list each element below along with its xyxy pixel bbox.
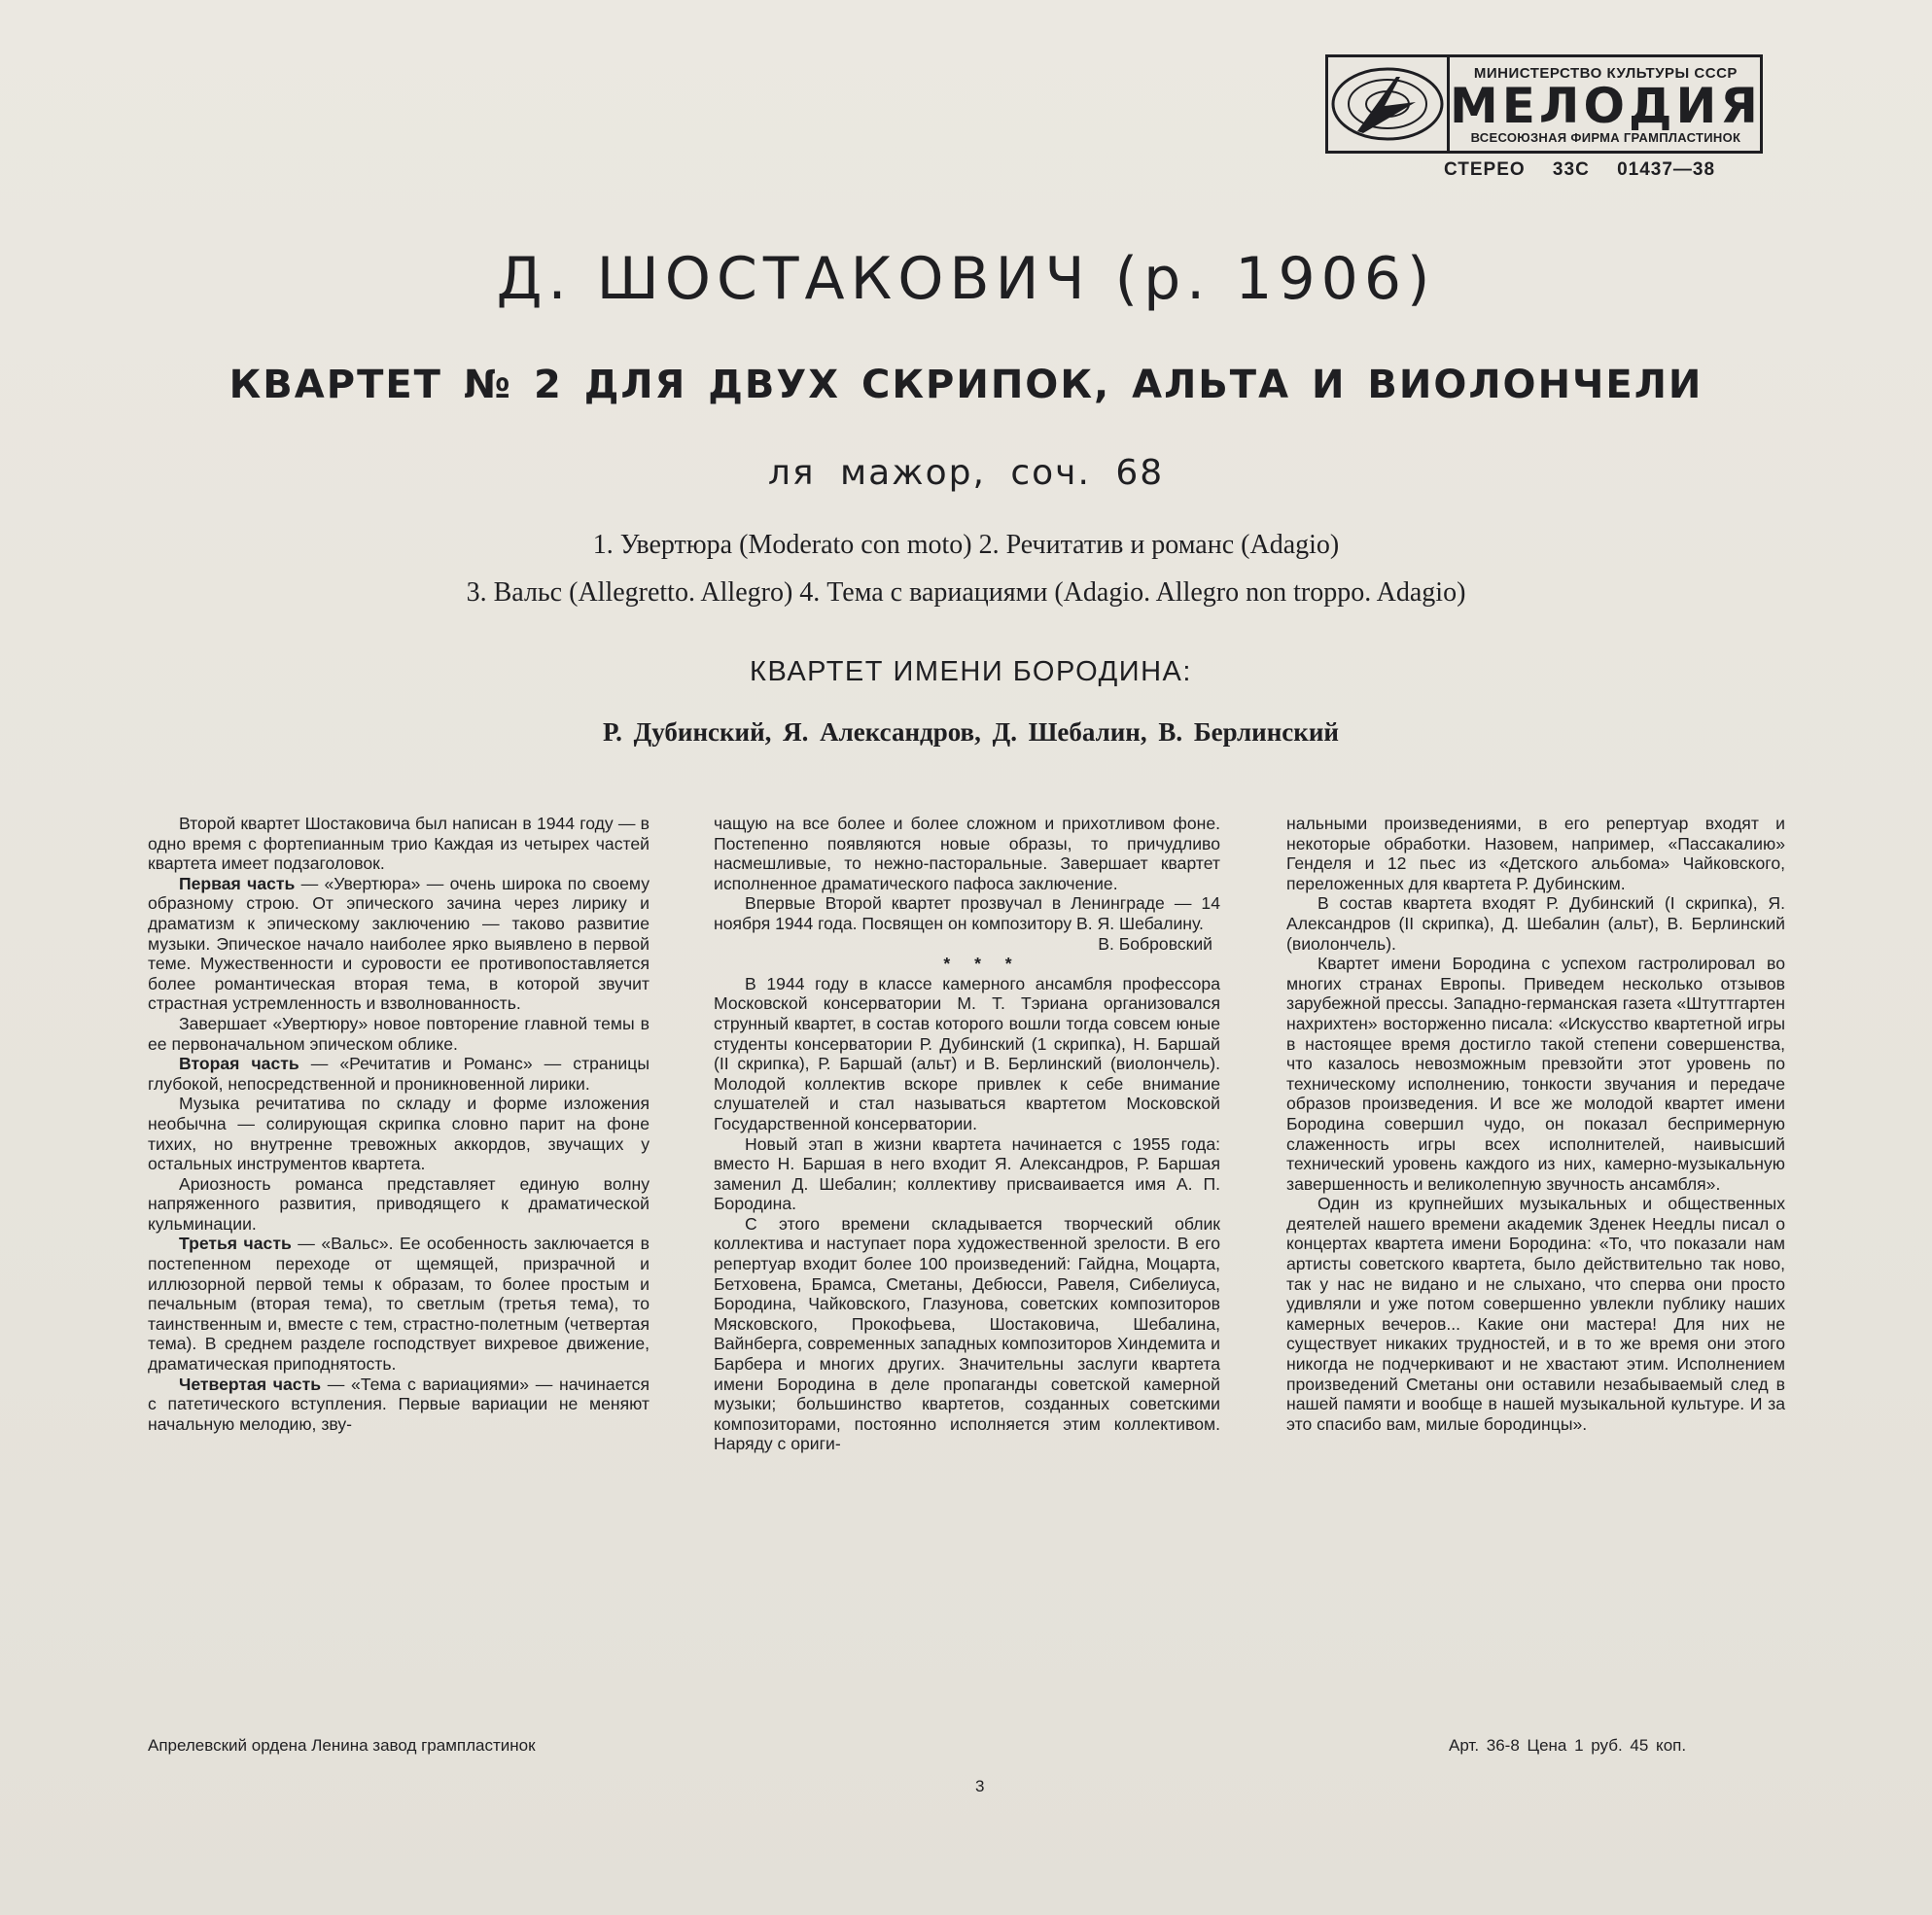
author-signature: В. Бобровский	[1098, 933, 1212, 954]
liner-notes-column-2	[714, 814, 1220, 1454]
paragraph: Второй квартет Шостаковича был написан в 1944 году — в одно время с фортепианным трио Каждая из четырех частей квартета имеет подзаголовок.	[148, 814, 650, 874]
melodiya-emblem-icon	[1328, 57, 1450, 151]
paragraph	[148, 1234, 650, 1374]
melodiya-logo	[1325, 54, 1763, 154]
section-head: Четвертая часть	[179, 1374, 322, 1394]
price-line: Арт. 36-8 Цена 1 руб. 45 коп.	[1449, 1736, 1687, 1755]
paragraph: В состав квартета входят Р. Дубинский (I скрипка), Я. Александров (II скрипка), Д. Шебалин (альт), В. Берлинский (виолончель).	[1286, 893, 1785, 954]
paragraph	[148, 1375, 650, 1435]
section-head: Вторая часть	[179, 1054, 299, 1074]
section-head: Первая часть	[179, 873, 296, 893]
liner-notes-column-1	[148, 814, 650, 1434]
paragraph-text: — «Увертюра» — очень широка по своему образному строю. От эпического зачина через лирику и драматизм к эпическому заключению — таково развитие музыки. Эпическое начало наиболее ярко выявлено в первой теме. Мужественности и суровости ее противопоставляется более романтическая вторая тема, в которой звучит страстная устремленность и взволнованность.	[148, 873, 650, 1014]
logo-text	[1450, 57, 1762, 151]
paragraph: В 1944 году в классе камерного ансамбля профессора Московской консерватории М. Т. Тэриана организовался струнный квартет, в состав которого вошли тогда совсем юные студенты консерватории Р. Дубинский (1 скрипка), Н. Баршай (II скрипка), Р. Баршай (альт) и В. Берлинский (виолончель). Молодой коллектив вскоре привлек к себе внимание слушателей и стал называться квартетом Московской Государственной консерватории.	[714, 973, 1220, 1133]
liner-notes-column-3	[1286, 814, 1785, 1434]
work-key: ля мажор, соч. 68	[767, 453, 1165, 493]
logo-company: ВСЕСОЮЗНАЯ ФИРМА ГРАМПЛАСТИНОК	[1470, 130, 1741, 145]
paragraph	[148, 1054, 650, 1094]
paragraph: С этого времени складывается творческий облик коллектива и наступает пора художественной зрелости. В его репертуар входит более 100 произведений: Гайдна, Моцарта, Бетховена, Брамса, Сметаны, Дебюсси, Равеля, Сибелиуса, Бородина, Чайковского, Глазунова, советских композиторов Мясковского, Прокофьева, Шостаковича, Шебалина, Вайнберга, современных западных композиторов Хиндемита и Барбера и многих других. Значительны заслуги квартета имени Бородина в деле пропаганды советской камерной музыки; большинство квартетов, созданных советскими композиторами, постоянно исполняется этим коллективом. Наряду с ориги-	[714, 1213, 1220, 1454]
performer-members: Р. Дубинский, Я. Александров, Д. Шебалин, В. Берлинский	[603, 717, 1339, 747]
section-divider: * * *	[943, 954, 1022, 974]
logo-ministry: МИНИСТЕРСТВО КУЛЬТУРЫ СССР	[1473, 65, 1738, 82]
performer-heading: КВАРТЕТ ИМЕНИ БОРОДИНА:	[750, 656, 1192, 687]
movements-list	[0, 521, 1932, 616]
paragraph: Один из крупнейших музыкальных и общественных деятелей нашего времени академик Зденек Неедлы писал о концертах квартета имени Бородина: «То, что показали нам артисты советского квартета, было действительно так ново, так у нас не видано и не слыхано, что сперва они просто удивляли и уже потом совершенно увлекли публику наших камерных вечеров... Какие они мастера! Для них не существует никаких трудностей, и в то же время они этого никогда не подчеркивают и не хвастают этим. Исполнением произведений Сметаны они оставили незабываемый след в нашей памяти и вообще в нашей музыкальной культуре. И за это спасибо вам, милые бородинцы».	[1286, 1194, 1785, 1434]
catalog-number: СТЕРЕО 33С 01437—38	[1444, 159, 1716, 180]
paragraph: Квартет имени Бородина с успехом гастролировал во многих странах Европы. Приведем несколько отзывов зарубежной прессы. Западно-германская газета «Штуттгартен нахрихтен» восторженно писала: «Искусство квартетной игры в настоящее время достигло такой степени совершенства, что казалось невозможным превзойти этот уровень по техническому исполнению, тонкости звучания и передаче образов произведения. И все же молодой квартет имени Бородина совершил чудо, он показал беспримерную слаженность игры всех исполнителей, наивысший технический уровень каждого из них, камерно-музыкальную завершенность и великолепную звучность ансамбля».	[1286, 954, 1785, 1194]
paragraph: нальными произведениями, в его репертуар входят и некоторые обработки. Назовем, например, «Пассакалию» Генделя и 12 пьес из «Детского альбома» Чайковского, переложенных для квартета Р. Дубинским.	[1286, 814, 1785, 893]
paragraph	[148, 874, 650, 1014]
paragraph: Ариозность романса представляет единую волну напряженного развития, приводящего к драматической кульминации.	[148, 1173, 650, 1234]
paragraph: чащую на все более и более сложном и прихотливом фоне. Постепенно появляются новые образы, то причудливо насмешливые, то нежно-пасторальные. Завершает квартет исполненное драматического пафоса заключение.	[714, 814, 1220, 893]
movements-line: 3. Вальс (Allegretto. Allegro) 4. Тема с вариациями (Adagio. Allegro non troppo. Adagio)	[466, 577, 1466, 608]
composer-heading: Д. ШОСТАКОВИЧ (р. 1906)	[496, 245, 1436, 313]
paragraph: Музыка речитатива по складу и форме изложения необычна — солирующая скрипка словно парит на фоне тихих, но внутренне тревожных аккордов, звучащих у остальных инструментов квартета.	[148, 1094, 650, 1174]
page-number: 3	[975, 1777, 985, 1795]
paragraph-text: — «Вальс». Ее особенность заключается в постепенном переходе от щемящей, призрачной и иллюзорной первой темы к образам, то более простым и печальным (вторая тема), то светлым (третья тема), то таинственным и, вместе с тем, страстно-полетным (четвертая тема). В среднем разделе господствует вихревое движение, драматическая приподнятость.	[148, 1234, 650, 1375]
logo-brand-name: МЕЛОДИЯ	[1450, 78, 1762, 134]
paragraph: Новый этап в жизни квартета начинается с 1955 года: вместо Н. Баршая в него входит Я. Александров, Р. Баршая заменил Д. Шебалин; коллективу присваивается имя А. П. Бородина.	[714, 1133, 1220, 1214]
paragraph-text: — «Тема с вариациями» — начинается с патетического вступления. Первые вариации не меняют начальную мелодию, зву-	[148, 1374, 650, 1434]
work-title: КВАРТЕТ № 2 ДЛЯ ДВУХ СКРИПОК, АЛЬТА И ВИОЛОНЧЕЛИ	[228, 363, 1704, 407]
paragraph-text: — «Речитатив и Романс» — страницы глубокой, непосредственной и проникновенной лирики.	[148, 1054, 650, 1094]
movements-line: 1. Увертюра (Moderato con moto) 2. Речитатив и романс (Adagio)	[592, 530, 1340, 560]
paragraph: Впервые Второй квартет прозвучал в Ленинграде — 14 ноября 1944 года. Посвящен он композитору В. Я. Шебалину.	[714, 893, 1220, 933]
manufacturer-line: Апрелевский ордена Ленина завод грампластинок	[148, 1736, 536, 1755]
section-head: Третья часть	[179, 1234, 292, 1254]
paragraph: Завершает «Увертюру» новое повторение главной темы в ее первоначальном эпическом облике.	[148, 1013, 650, 1054]
